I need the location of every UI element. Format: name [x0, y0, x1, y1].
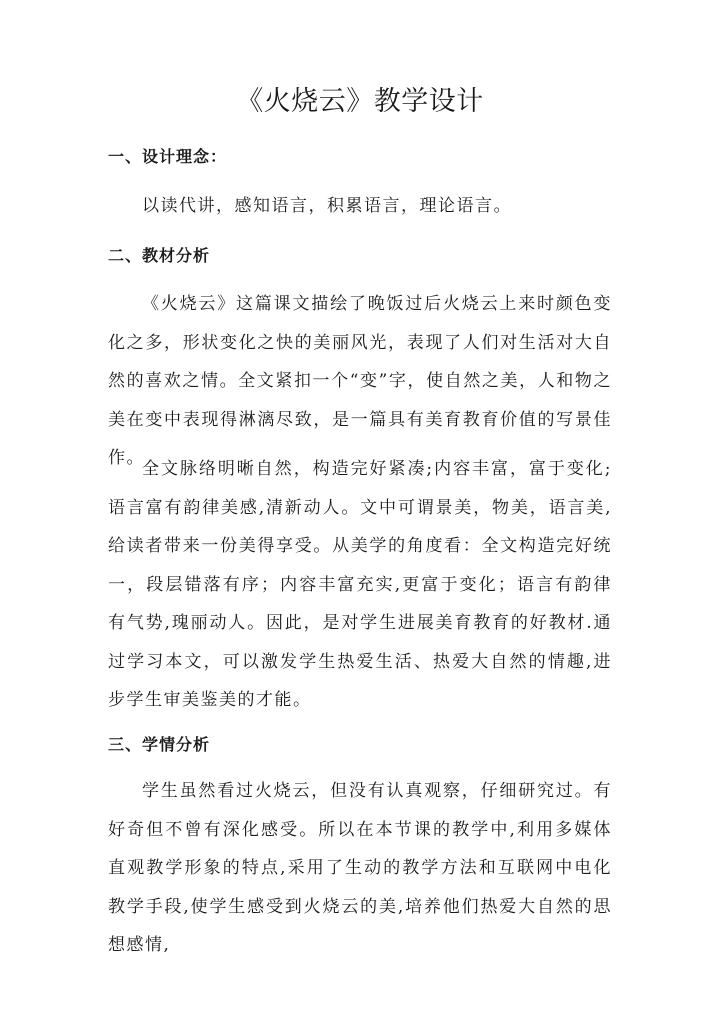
section-heading-student-analysis: 三、学情分析: [108, 735, 211, 754]
section-heading-design-concept: 一、设计理念：: [108, 147, 228, 166]
paragraph-textbook-analysis-1: 《火烧云》这篇课文描绘了晚饭过后火烧云上来时颜色变化之多，形状变化之快的美丽风光，表现了人们对生活对大自然的喜欢之情。全文紧扣一个“变”字，使自然之美，人和物之美在变中表现得淋漓尽致，是一篇具有美育教育价值的写景佳作。: [108, 294, 612, 468]
paragraph-design-concept: 以读代讲，感知语言，积累语言，理论语言。: [142, 196, 512, 216]
document-title: 《火烧云》教学设计: [236, 86, 484, 117]
paragraph-textbook-analysis-2: 全文脉络明晰自然，构造完好紧凑;内容丰富，富于变化;语言富有韵律美感,清新动人。文中可谓景美，物美，语言美,给读者带来一份美得享受。从美学的角度看：全文构造完好统一，段层错落有序；内容丰富充实,更富于变化；语言有韵律有气势,瑰丽动人。因此，是对学生进展美育教育的好教材.通过学习本文，可以激发学生热爱生活、热爱大自然的情趣,进步学生审美鉴美的才能。: [108, 459, 612, 710]
section-heading-textbook-analysis: 二、教材分析: [108, 246, 211, 265]
paragraph-student-analysis: 学生虽然看过火烧云，但没有认真观察，仔细研究过。有好奇但不曾有深化感受。所以在本节课的教学中,利用多媒体直观教学形象的特点,采用了生动的教学方法和互联网中电化教学手段,使学生感受到火烧云的美,培养他们热爱大自然的思想感情,: [108, 781, 612, 955]
